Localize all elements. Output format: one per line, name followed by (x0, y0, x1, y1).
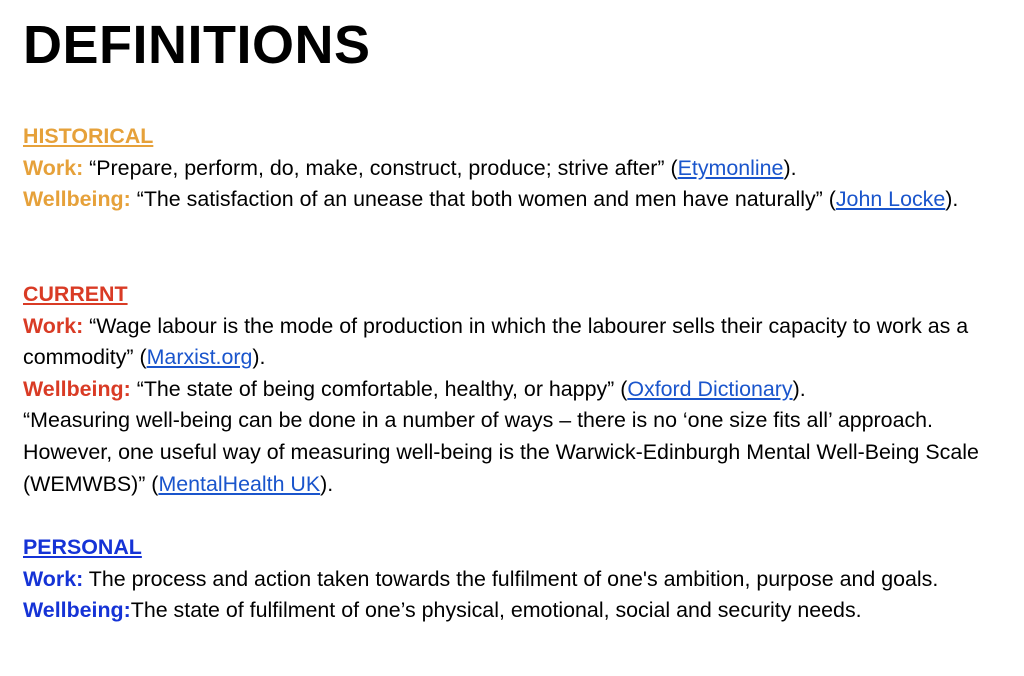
john-locke-link[interactable]: John Locke (835, 187, 946, 212)
historical-wellbeing-definition (23, 184, 1013, 216)
page-title: DEFINITIONS (23, 15, 371, 75)
mentalhealth-uk-link[interactable]: MentalHealth UK (158, 471, 321, 496)
current-heading: CURRENT (23, 282, 128, 306)
current-work-quote: “Wage labour is the mode of production in which the labourer sells their capacity to work as a commodity” ( (23, 313, 969, 370)
current-work-definition (23, 311, 1013, 374)
current-wellbeing-definition (23, 374, 1013, 406)
personal-wellbeing-definition (23, 595, 1013, 627)
personal-work-definition (23, 564, 1013, 596)
current-measure-end: ). (320, 471, 334, 496)
historical-work-end: ). (783, 155, 797, 180)
personal-work-term: Work: (23, 566, 84, 591)
marxist-org-link[interactable]: Marxist.org (146, 345, 253, 370)
current-work-end: ). (252, 345, 266, 370)
current-wellbeing-end: ). (792, 376, 806, 401)
personal-section (23, 532, 1013, 627)
current-section (23, 279, 1013, 500)
personal-wellbeing-term: Wellbeing: (23, 598, 131, 623)
personal-heading: PERSONAL (23, 535, 142, 559)
historical-wellbeing-term: Wellbeing: (23, 187, 131, 212)
current-wellbeing-quote: “The state of being comfortable, healthy, or happy” ( (130, 376, 628, 401)
etymonline-link[interactable]: Etymonline (677, 155, 784, 180)
historical-wellbeing-quote: “The satisfaction of an unease that both women and men have naturally” ( (130, 187, 836, 212)
current-work-term: Work: (23, 313, 84, 338)
historical-work-definition (23, 153, 1013, 185)
oxford-dictionary-link[interactable]: Oxford Dictionary (627, 376, 793, 401)
historical-work-term: Work: (23, 155, 84, 180)
personal-wellbeing-text: The state of fulfilment of one’s physical, emotional, social and security needs. (130, 598, 862, 623)
historical-heading: HISTORICAL (23, 124, 154, 148)
historical-section (23, 121, 1013, 216)
historical-work-quote: “Prepare, perform, do, make, construct, produce; strive after” ( (83, 155, 678, 180)
personal-work-text: The process and action taken towards the fulfilment of one's ambition, purpose and goals. (83, 566, 939, 591)
current-measure-paragraph (23, 405, 1013, 500)
historical-wellbeing-end: ). (945, 187, 959, 212)
current-wellbeing-term: Wellbeing: (23, 376, 131, 401)
current-measure-quote: “Measuring well-being can be done in a number of ways – there is no ‘one size fits all’ approach. However, one useful way of measuring well-being is the Warwick-Edinburgh Mental Well-Being Scale (WEMWBS)” ( (23, 408, 979, 496)
